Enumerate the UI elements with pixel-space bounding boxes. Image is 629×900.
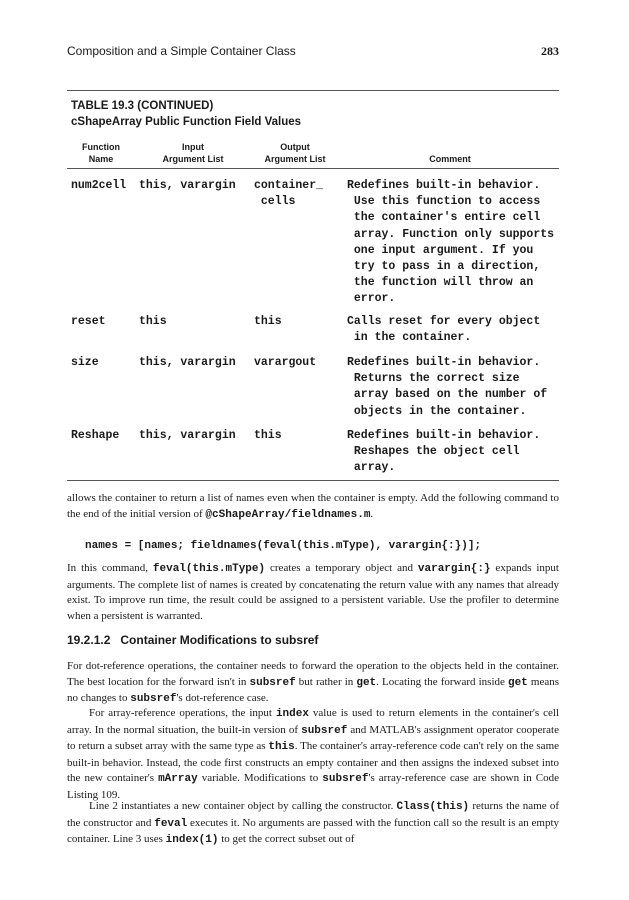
inline-code: subsref xyxy=(322,773,369,785)
page-number: 283 xyxy=(541,44,559,58)
table-cell-input-args: this, varargin xyxy=(139,179,236,192)
table-bottom-rule xyxy=(67,480,559,481)
table-cell-function-name: num2cell xyxy=(71,179,127,192)
paragraph: For array-reference operations, the input index value is used to return elements in the container's cell array. In the normal situation, the built-in version of subsref and MATLAB's assignment operator cooperate to return a subset array with the same type as this. The container's array-reference code can't rely on the same built-in behavior. Instead, the code first constructs an empty container and then assigns the indexed subset into the new container's mArray variable. Modifications to subsref's array-reference case are shown in Code Listing 109. xyxy=(67,707,560,801)
inline-code: feval xyxy=(154,817,188,830)
table-cell-input-args: this xyxy=(139,315,167,328)
table-cell-comment: Redefines built-in behavior. Returns the correct size array based on the number of objects in the container. xyxy=(347,356,548,418)
table-cell-output-args: this xyxy=(254,315,282,328)
table-cell-output-args: container_ cells xyxy=(254,179,324,209)
table-cell-output-args: varargout xyxy=(254,356,317,369)
inline-code: this xyxy=(268,741,295,753)
column-header-input: Input Argument List xyxy=(162,142,224,164)
header-rule xyxy=(67,90,559,91)
paragraph: In this command, feval(this.mType) creates a temporary object and varargin{:} expands input arguments. The complete list of names is created by concatenating the return value with any names that already exist. To improve run time, the result could be assigned to a persistent variable. Use the profiler to determine when a persistent is warranted. xyxy=(67,562,559,622)
paragraph: Line 2 instantiates a new container object by calling the constructor. Class(this) returns the name of the constructor and feval executes it. No arguments are passed with the function call so the result is an empty container. Line 3 uses index(1) to get the correct subset out of xyxy=(67,800,560,846)
column-header-comment: Comment xyxy=(429,154,471,164)
inline-code: subsref xyxy=(249,676,296,689)
inline-code: varargin{:} xyxy=(417,563,491,575)
table-cell-comment: Calls reset for every object in the container. xyxy=(347,315,541,345)
inline-code: subsref xyxy=(130,693,177,705)
table-cell-input-args: this, varargin xyxy=(139,429,236,442)
table-title-caption: cShapeArray Public Function Field Values xyxy=(71,116,302,128)
table-cell-comment: Redefines built-in behavior. Reshapes the object cell array. xyxy=(347,429,541,475)
inline-code: feval(this.mType) xyxy=(152,563,266,575)
inline-code: @cShapeArray/fieldnames.m xyxy=(205,508,371,521)
table-cell-output-args: this xyxy=(254,429,282,442)
inline-code: index(1) xyxy=(165,834,219,846)
column-header-function: Function Name xyxy=(82,142,120,164)
table-cell-function-name: Reshape xyxy=(71,429,120,442)
table-cell-function-name: size xyxy=(71,356,99,369)
table-cell-function-name: reset xyxy=(71,315,106,328)
paragraph: For dot-reference operations, the container needs to forward the operation to the objects held in the container. The best location for the forward isn't in subsref but rather in get. Locating the forward inside get means no changes to subsref's dot-reference case. xyxy=(67,660,559,705)
inline-code: Class(this) xyxy=(396,801,470,813)
table-cell-input-args: this, varargin xyxy=(139,356,236,369)
inline-code: subsref xyxy=(301,724,348,737)
table-cell-comment: Redefines built-in behavior. Use this function to access the container's entire cell array. Function only supports one input argument. If you try to pass in a direction, the function will throw an error. xyxy=(347,179,555,306)
inline-code: get xyxy=(507,676,528,689)
code-line: names = [names; fieldnames(feval(this.mType), varargin{:})]; xyxy=(85,540,482,552)
column-header-output: Output Argument List xyxy=(264,142,326,164)
table-header-rule xyxy=(67,168,559,169)
paragraph: allows the container to return a list of names even when the container is empty. Add the following command to the end of the initial version of @cShapeArray/fieldnames.m. xyxy=(67,492,559,521)
table-title-continued: TABLE 19.3 (CONTINUED) xyxy=(71,100,214,112)
inline-code: get xyxy=(356,676,377,689)
section-number: 19.2.1.2 xyxy=(67,633,111,647)
section-heading xyxy=(67,633,318,647)
running-header-title: Composition and a Simple Container Class xyxy=(67,44,296,58)
inline-code: mArray xyxy=(158,773,198,785)
section-title: Container Modifications to subsref xyxy=(120,633,319,647)
inline-code: index xyxy=(275,708,309,720)
